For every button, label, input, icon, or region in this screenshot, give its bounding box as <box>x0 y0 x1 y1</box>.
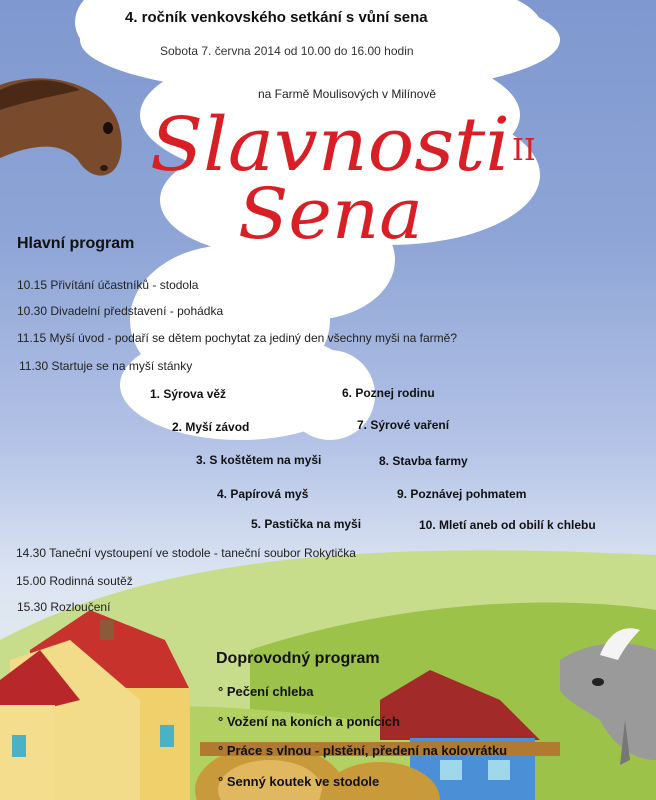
program-item: 15.30 Rozloučení <box>17 600 111 614</box>
title-line-1: Slavnosti <box>150 102 510 188</box>
program-item: 15.00 Rodinná soutěž <box>16 574 133 588</box>
stand-item: 3. S koštětem na myši <box>196 453 322 467</box>
event-location: na Farmě Moulisových v Milínově <box>258 87 437 101</box>
program-item: 11.15 Myší úvod - podaří se dětem pochytat za jediný den všechny myši na farmě? <box>17 331 458 345</box>
stand-item: 7. Sýrové vaření <box>357 418 450 432</box>
side-program-item: ° Senný koutek ve stodole <box>218 774 380 789</box>
stand-item: 5. Pastička na myši <box>251 517 362 531</box>
stand-item: 8. Stavba farmy <box>379 454 468 468</box>
stand-item: 2. Myší závod <box>172 420 250 434</box>
program-item: 14.30 Taneční vystoupení ve stodole - taneční soubor Rokytička <box>16 546 356 560</box>
stand-item: 6. Poznej rodinu <box>342 386 435 400</box>
program-item: 10.15 Přivítání účastníků - stodola <box>17 278 199 292</box>
title-line-2: Sena <box>238 173 423 255</box>
side-program-item: ° Práce s vlnou - plstění, předení na kolovrátku <box>218 743 508 758</box>
program-item: 10.30 Divadelní představení - pohádka <box>17 304 224 318</box>
title-numeral: II <box>512 133 536 168</box>
side-program-item: ° Vožení na koních a ponících <box>218 714 400 729</box>
side-program-item: ° Pečení chleba <box>218 684 314 699</box>
main-program-heading: Hlavní program <box>17 235 135 252</box>
side-program-heading: Doprovodný program <box>216 650 380 667</box>
program-item: 11.30 Startuje se na myší stánky <box>19 359 193 373</box>
event-date: Sobota 7. června 2014 od 10.00 do 16.00 hodin <box>160 44 414 58</box>
stand-item: 4. Papírová myš <box>217 487 309 501</box>
stand-item: 9. Poznávej pohmatem <box>397 487 527 501</box>
stand-item: 10. Mletí aneb od obilí k chlebu <box>419 518 596 532</box>
edition-heading: 4. ročník venkovského setkání s vůní sena <box>125 9 428 26</box>
stand-item: 1. Sýrova věž <box>150 387 227 401</box>
